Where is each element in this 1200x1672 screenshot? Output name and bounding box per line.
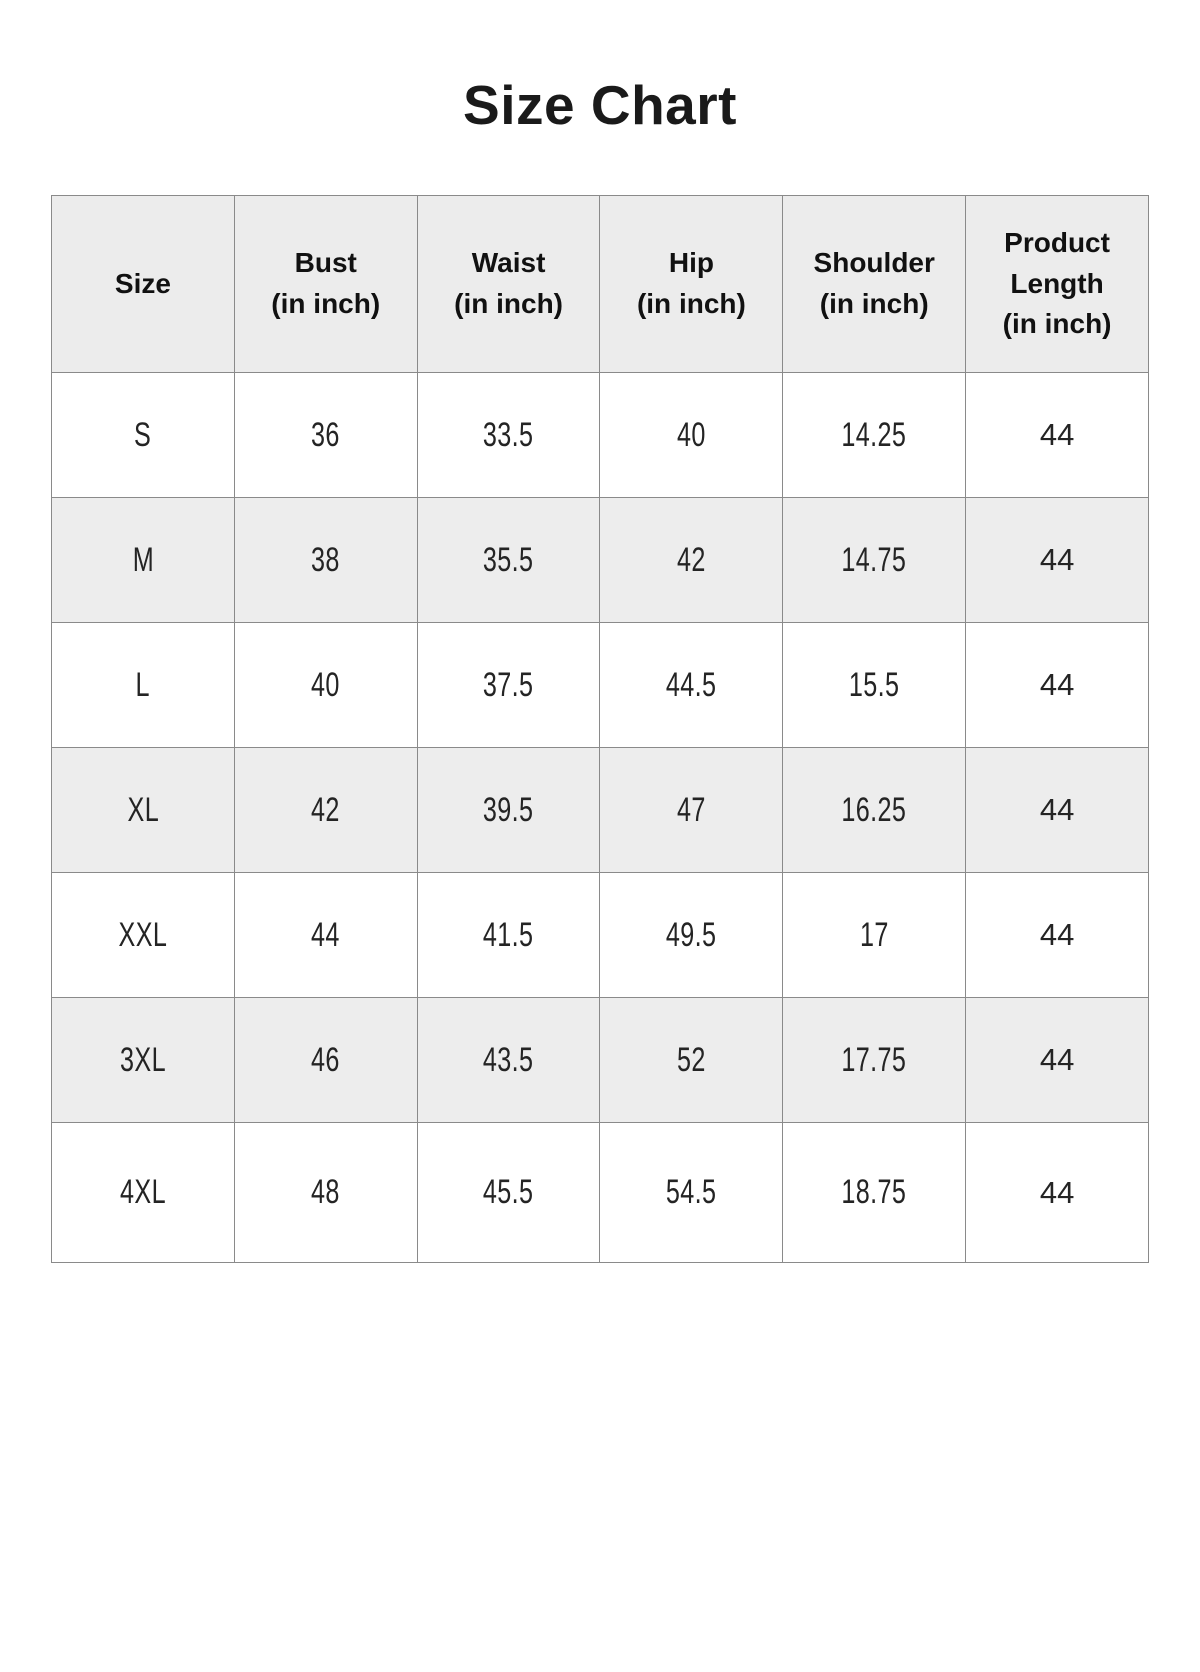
cell-hip xyxy=(600,873,783,998)
page-title: Size Chart xyxy=(463,74,737,136)
cell-value: 16.25 xyxy=(841,790,907,829)
cell-product-length xyxy=(966,498,1149,623)
cell-waist xyxy=(417,498,600,623)
cell-value: XXL xyxy=(118,915,168,954)
header-label-shoulder: Shoulder xyxy=(813,247,935,279)
cell-value: 14.75 xyxy=(841,540,907,579)
cell-value: 17.75 xyxy=(841,1040,907,1079)
cell-value: 42 xyxy=(311,790,341,829)
cell-value: 52 xyxy=(677,1040,706,1079)
cell-value: 4XL xyxy=(119,1173,166,1211)
header-cell-size xyxy=(52,196,235,373)
table-row-s xyxy=(52,373,1149,498)
cell-waist xyxy=(417,873,600,998)
header-cell-hip xyxy=(600,196,783,373)
cell-product-length xyxy=(966,873,1149,998)
header-unit-product-length: (in inch) xyxy=(1002,308,1112,340)
cell-product-length xyxy=(966,373,1149,498)
cell-value: 39.5 xyxy=(483,790,534,829)
size-chart-table xyxy=(51,195,1149,1263)
cell-shoulder xyxy=(783,498,966,623)
cell-hip xyxy=(600,373,783,498)
header-label-size: Size xyxy=(114,267,171,299)
cell-value: 44 xyxy=(1039,1042,1075,1077)
cell-shoulder xyxy=(783,873,966,998)
cell-size xyxy=(52,998,235,1123)
cell-value: 48 xyxy=(311,1173,341,1211)
table-row-l xyxy=(52,623,1149,748)
cell-size xyxy=(52,498,235,623)
cell-bust xyxy=(234,498,417,623)
cell-value: 45.5 xyxy=(483,1173,534,1211)
table-row-xxl xyxy=(52,873,1149,998)
header-cell-product-length xyxy=(966,196,1149,373)
cell-value: M xyxy=(132,540,154,579)
header-row xyxy=(52,196,1149,373)
cell-hip xyxy=(600,998,783,1123)
cell-value: 40 xyxy=(677,415,706,454)
cell-product-length xyxy=(966,748,1149,873)
cell-size xyxy=(52,1123,235,1263)
cell-bust xyxy=(234,998,417,1123)
cell-value: 18.75 xyxy=(841,1173,907,1211)
cell-product-length xyxy=(966,1123,1149,1263)
cell-size xyxy=(52,873,235,998)
cell-value: 44 xyxy=(1039,792,1075,827)
header-cell-waist xyxy=(417,196,600,373)
cell-waist xyxy=(417,998,600,1123)
header-label-product-length: Product Length xyxy=(1004,227,1110,299)
cell-size xyxy=(52,748,235,873)
cell-bust xyxy=(234,373,417,498)
header-unit-bust: (in inch) xyxy=(271,288,381,319)
header-cell-shoulder xyxy=(783,196,966,373)
cell-value: 49.5 xyxy=(666,915,717,954)
cell-value: 41.5 xyxy=(483,915,534,954)
cell-value: 44 xyxy=(1039,542,1075,577)
header-cell-bust xyxy=(234,196,417,373)
cell-value: 38 xyxy=(311,540,341,579)
header-label-bust: Bust xyxy=(294,247,357,279)
cell-value: 46 xyxy=(311,1040,341,1079)
cell-value: 43.5 xyxy=(483,1040,534,1079)
header-unit-hip: (in inch) xyxy=(636,288,746,319)
table-row-4xl xyxy=(52,1123,1149,1263)
cell-value: 15.5 xyxy=(848,665,900,704)
cell-value: 44 xyxy=(311,915,341,954)
cell-shoulder xyxy=(783,998,966,1123)
header-label-hip: Hip xyxy=(668,247,714,279)
cell-value: L xyxy=(135,665,151,704)
cell-value: XL xyxy=(127,790,159,829)
cell-value: 42 xyxy=(677,540,706,579)
cell-value: 44 xyxy=(1039,917,1075,952)
cell-product-length xyxy=(966,998,1149,1123)
cell-value: 14.25 xyxy=(841,415,907,454)
cell-value: 40 xyxy=(311,665,341,704)
cell-value: 33.5 xyxy=(483,415,534,454)
cell-value: 44 xyxy=(1039,667,1075,702)
cell-hip xyxy=(600,498,783,623)
header-unit-shoulder: (in inch) xyxy=(819,288,929,319)
cell-bust xyxy=(234,873,417,998)
cell-value: 3XL xyxy=(119,1040,166,1079)
cell-value: 44 xyxy=(1039,417,1075,452)
cell-value: 37.5 xyxy=(483,665,534,704)
table-row-3xl xyxy=(52,998,1149,1123)
cell-size xyxy=(52,373,235,498)
table-header xyxy=(52,196,1149,373)
table-row-xl xyxy=(52,748,1149,873)
cell-waist xyxy=(417,1123,600,1263)
cell-shoulder xyxy=(783,623,966,748)
cell-value: S xyxy=(134,415,152,454)
cell-waist xyxy=(417,748,600,873)
cell-value: 44.5 xyxy=(666,665,717,704)
cell-size xyxy=(52,623,235,748)
cell-product-length xyxy=(966,623,1149,748)
cell-bust xyxy=(234,748,417,873)
cell-bust xyxy=(234,623,417,748)
cell-value: 17 xyxy=(859,915,889,954)
cell-shoulder xyxy=(783,373,966,498)
cell-hip xyxy=(600,1123,783,1263)
cell-shoulder xyxy=(783,748,966,873)
cell-value: 54.5 xyxy=(666,1173,717,1211)
cell-value: 47 xyxy=(677,790,706,829)
header-label-waist: Waist xyxy=(471,247,546,279)
cell-value: 44 xyxy=(1039,1174,1075,1210)
cell-value: 35.5 xyxy=(483,540,534,579)
cell-bust xyxy=(234,1123,417,1263)
header-unit-waist: (in inch) xyxy=(454,288,563,319)
cell-waist xyxy=(417,623,600,748)
table-body xyxy=(52,373,1149,1263)
table-row-m xyxy=(52,498,1149,623)
cell-waist xyxy=(417,373,600,498)
cell-value: 36 xyxy=(311,415,341,454)
cell-hip xyxy=(600,748,783,873)
cell-shoulder xyxy=(783,1123,966,1263)
cell-hip xyxy=(600,623,783,748)
